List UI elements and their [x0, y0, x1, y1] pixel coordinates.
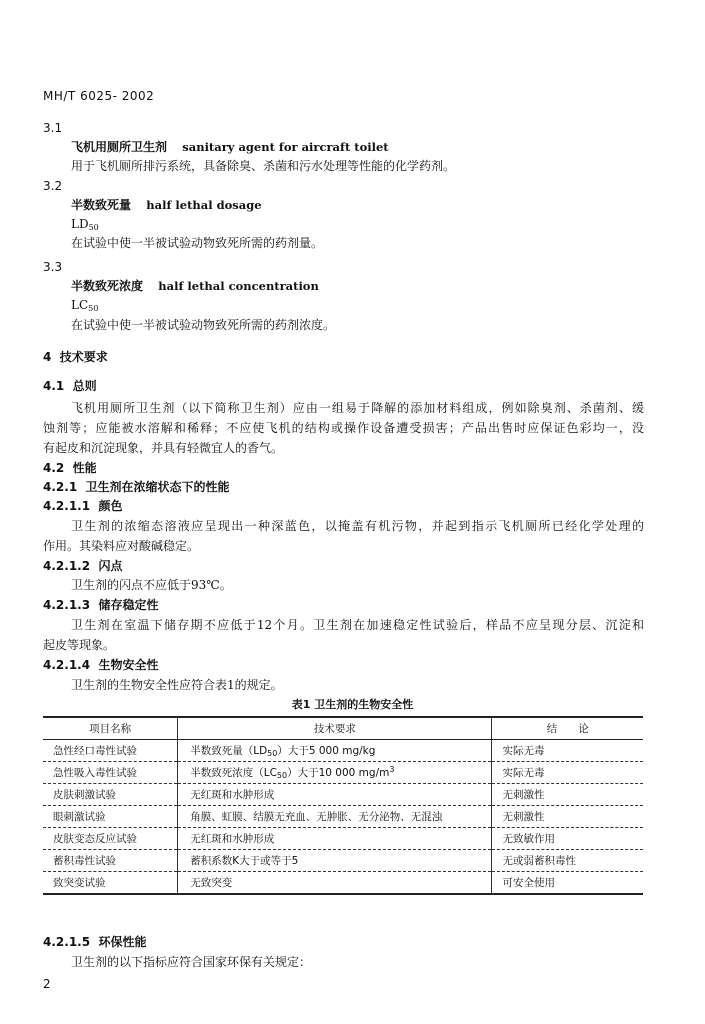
clause-number: 3.2	[43, 179, 63, 193]
requirement-text: ）大于5 000 mg/kg	[277, 745, 376, 757]
clause-title: 环保性能	[98, 935, 147, 949]
clause-title: 卫生剂在浓缩状态下的性能	[85, 480, 230, 494]
requirement-text: 半数致死浓度（LC	[190, 767, 277, 779]
paragraph-line: 飞机用厕所卫生剂（以下简称卫生剂）应由一组易于降解的添加材料组成，例如除臭剂、杀菌剂、缓	[71, 401, 644, 415]
conclusion: 可安全使用	[492, 872, 643, 895]
subscript: 50	[267, 749, 278, 758]
conclusion: 实际无毒	[492, 762, 643, 784]
requirement: 无红斑和水肿形成	[178, 828, 492, 850]
abbr-subscript: 50	[88, 223, 99, 232]
table-row	[43, 850, 643, 872]
clause-number: 4.1	[43, 379, 65, 393]
paragraph-line: 卫生剂的以下指标应符合国家环保有关规定：	[71, 955, 312, 969]
clause-heading	[43, 558, 122, 574]
abbr: LD	[71, 217, 89, 231]
term-cn: 半数致死浓度	[71, 279, 144, 293]
conclusion: 无致敏作用	[492, 828, 643, 850]
paragraph-line: 有起皮和沉淀现象，并具有轻微宜人的香气。	[43, 441, 284, 455]
clause-number: 3.3	[43, 260, 63, 274]
clause-number: 4.2.1.5	[43, 935, 91, 949]
clause-title: 闪点	[98, 559, 123, 573]
item-name: 蓄积毒性试验	[43, 850, 178, 872]
conclusion: 无刺激性	[492, 784, 643, 806]
item-name: 致突变试验	[43, 872, 178, 895]
term-abbreviation	[71, 297, 98, 317]
requirement-text: 半数致死量（LD	[190, 745, 268, 757]
clause-heading	[43, 498, 122, 514]
paragraph-line: 卫生剂的浓缩态溶液应呈现出一种深蓝色，以掩盖有机污物，并起到指示飞机厕所已经化学处理的	[71, 519, 644, 533]
requirement: 蓄积系数K大于或等于5	[178, 850, 492, 872]
term-en: half lethal dosage	[146, 198, 262, 212]
table-row	[43, 762, 643, 784]
clause-title: 储存稳定性	[98, 598, 159, 612]
table-caption: 表1 卫生剂的生物安全性	[291, 698, 414, 711]
column-header: 技术要求	[178, 717, 492, 740]
term-entry	[71, 197, 262, 213]
clause-title: 性能	[72, 461, 97, 475]
table-row	[43, 806, 643, 828]
superscript: 3	[389, 765, 395, 774]
column-header: 结 论	[492, 717, 643, 740]
term-cn: 飞机用厕所卫生剂	[71, 140, 168, 154]
clause-heading	[43, 378, 97, 394]
table-row	[43, 872, 643, 895]
term-definition: 用于飞机厕所排污系统，具备除臭、杀菌和污水处理等性能的化学药剂。	[71, 159, 456, 173]
clause-number: 4.2.1.2	[43, 559, 91, 573]
section-number: 4	[43, 350, 52, 364]
term-entry	[71, 278, 319, 294]
subscript: 50	[276, 771, 288, 780]
term-entry	[71, 139, 389, 155]
bio-safety-table	[43, 716, 643, 895]
table-header-row	[43, 717, 643, 740]
section-heading	[43, 349, 108, 365]
standard-code: MH/T 6025- 2002	[43, 89, 155, 103]
requirement-text: ）大于10 000 mg/m	[287, 767, 390, 779]
clause-number: 4.2.1	[43, 480, 78, 494]
term-abbreviation	[71, 216, 99, 236]
requirement: 无致突变	[178, 872, 492, 895]
abbr-subscript: 50	[88, 304, 99, 313]
term-definition: 在试验中使一半被试验动物致死所需的药剂量。	[71, 236, 324, 250]
requirement: 无红斑和水肿形成	[178, 784, 492, 806]
abbr: LC	[71, 298, 89, 312]
paragraph-line: 卫生剂的闪点不应低于93℃。	[71, 578, 232, 592]
item-name: 皮肤变态反应试验	[43, 828, 178, 850]
conclusion: 无刺激性	[492, 806, 643, 828]
clause-heading	[43, 657, 158, 673]
clause-number: 4.2	[43, 461, 65, 475]
table-row	[43, 828, 643, 850]
clause-title: 生物安全性	[98, 658, 159, 672]
term-en: sanitary agent for aircraft toilet	[182, 140, 389, 154]
clause-number: 4.2.1.4	[43, 658, 91, 672]
item-name: 皮肤刺激试验	[43, 784, 178, 806]
paragraph-line: 蚀剂等；应能被水溶解和稀释；不应使飞机的结构或操作设备遭受损害；产品出售时应保证色彩均一，没	[43, 421, 644, 435]
clause-title: 总则	[72, 379, 97, 393]
clause-heading	[43, 460, 97, 476]
term-definition: 在试验中使一半被试验动物致死所需的药剂浓度。	[71, 318, 336, 332]
paragraph-line: 作用。其染料应对酸碱稳定。	[43, 539, 200, 553]
requirement: 角膜、虹膜、结膜无充血、无肿胀、无分泌物、无混浊	[178, 806, 492, 828]
clause-heading	[43, 479, 230, 495]
clause-number: 3.1	[43, 121, 63, 135]
paragraph-line: 卫生剂在室温下储存期不应低于12个月。卫生剂在加速稳定性试验后，样品不应呈现分层、沉淀和	[71, 618, 644, 632]
clause-heading	[43, 597, 158, 613]
item-name: 急性经口毒性试验	[43, 740, 178, 762]
clause-title: 颜色	[98, 499, 123, 513]
conclusion: 实际无毒	[492, 740, 643, 762]
term-cn: 半数致死量	[71, 198, 132, 212]
paragraph-line: 卫生剂的生物安全性应符合表1的规定。	[71, 678, 283, 692]
requirement	[178, 762, 492, 784]
item-name: 眼刺激试验	[43, 806, 178, 828]
page-number: 2	[43, 977, 51, 991]
requirement	[178, 740, 492, 762]
clause-heading	[43, 934, 146, 950]
item-name: 急性吸入毒性试验	[43, 762, 178, 784]
section-title: 技术要求	[59, 350, 108, 364]
clause-number: 4.2.1.1	[43, 499, 91, 513]
table-row	[43, 784, 643, 806]
column-header: 项目名称	[43, 717, 178, 740]
conclusion: 无或弱蓄积毒性	[492, 850, 643, 872]
paragraph-line: 起皮等现象。	[43, 638, 116, 652]
table-row	[43, 740, 643, 762]
clause-number: 4.2.1.3	[43, 598, 91, 612]
term-en: half lethal concentration	[158, 279, 319, 293]
